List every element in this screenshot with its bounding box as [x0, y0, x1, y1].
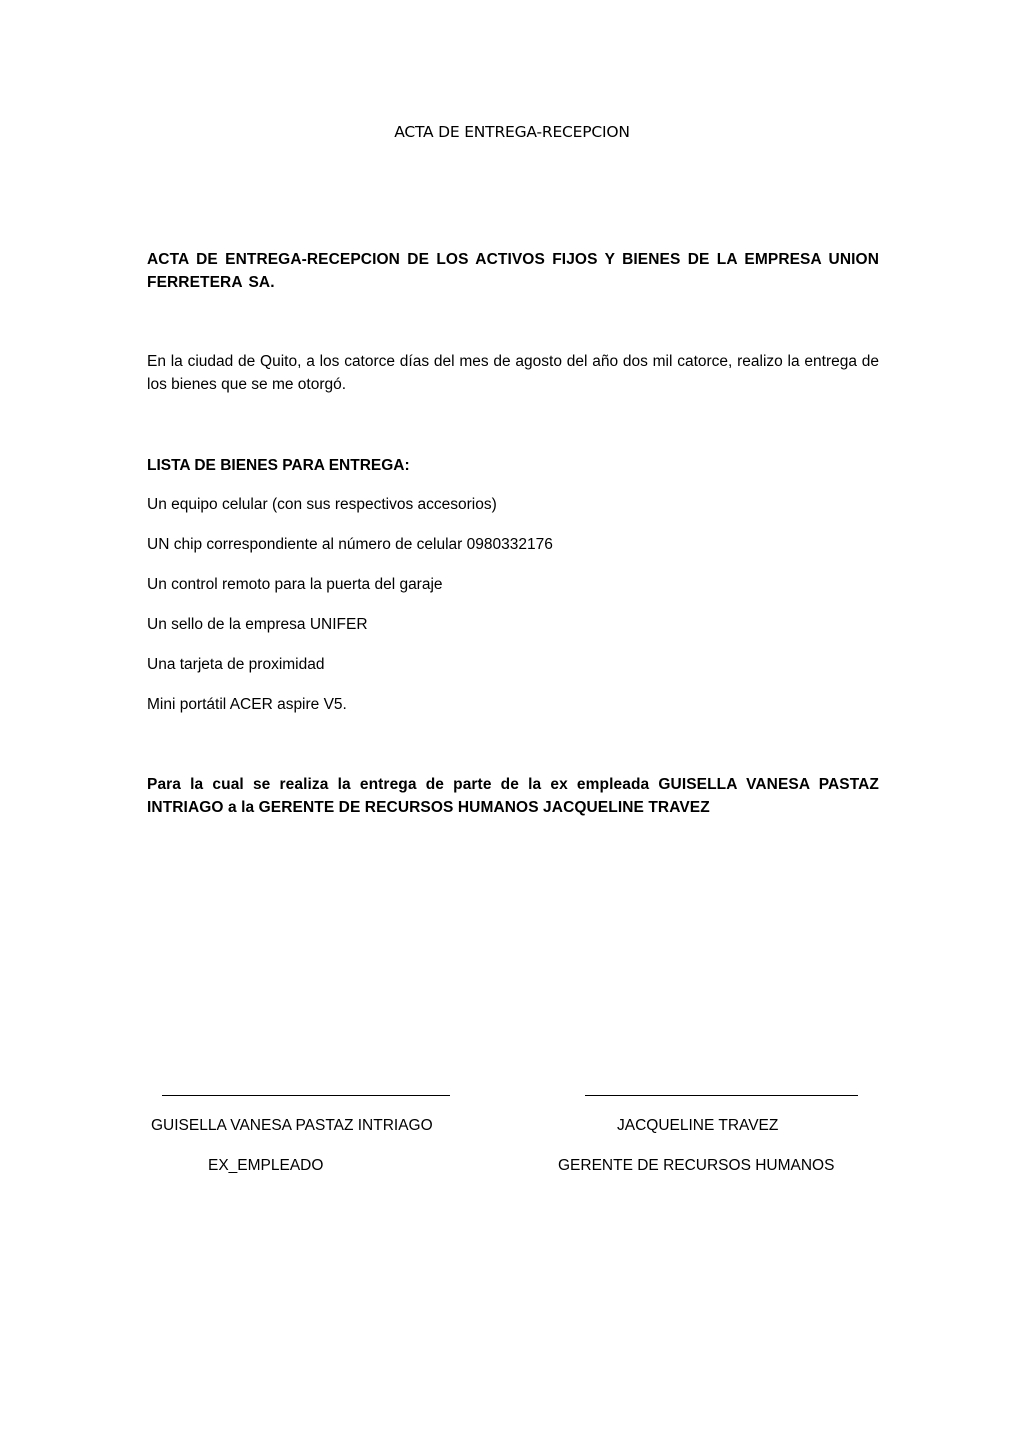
signature-role-right: GERENTE DE RECURSOS HUMANOS: [558, 1157, 835, 1174]
signature-role-left: EX_EMPLEADO: [208, 1157, 324, 1174]
document-heading: ACTA DE ENTREGA-RECEPCION DE LOS ACTIVOS FIJOS Y BIENES DE LA EMPRESA UNION FERRETERA SA.: [147, 251, 879, 291]
signature-name-right: JACQUELINE TRAVEZ: [617, 1117, 779, 1134]
list-item: Un sello de la empresa UNIFER: [147, 616, 368, 633]
intro-paragraph: En la ciudad de Quito, a los catorce días del mes de agosto del año dos mil catorce, realizo la entrega de los bienes que se me otorgó.: [147, 353, 879, 393]
list-item: Un equipo celular (con sus respectivos accesorios): [147, 496, 497, 513]
signature-name-left: GUISELLA VANESA PASTAZ INTRIAGO: [151, 1117, 433, 1134]
list-title: LISTA DE BIENES PARA ENTREGA:: [147, 457, 410, 474]
list-item: Una tarjeta de proximidad: [147, 656, 325, 673]
closing-paragraph: Para la cual se realiza la entrega de parte de la ex empleada GUISELLA VANESA PASTAZ INTRIAGO a la GERENTE DE RECURSOS HUMANOS JACQUELINE TRAVEZ: [147, 776, 879, 816]
list-item: UN chip correspondiente al número de celular 0980332176: [147, 536, 553, 553]
list-item: Mini portátil ACER aspire V5.: [147, 696, 347, 713]
document-title: ACTA DE ENTREGA-RECEPCION: [394, 123, 630, 141]
signature-line-right: [585, 1095, 858, 1096]
list-item: Un control remoto para la puerta del garaje: [147, 576, 443, 593]
signature-line-left: [162, 1095, 450, 1096]
